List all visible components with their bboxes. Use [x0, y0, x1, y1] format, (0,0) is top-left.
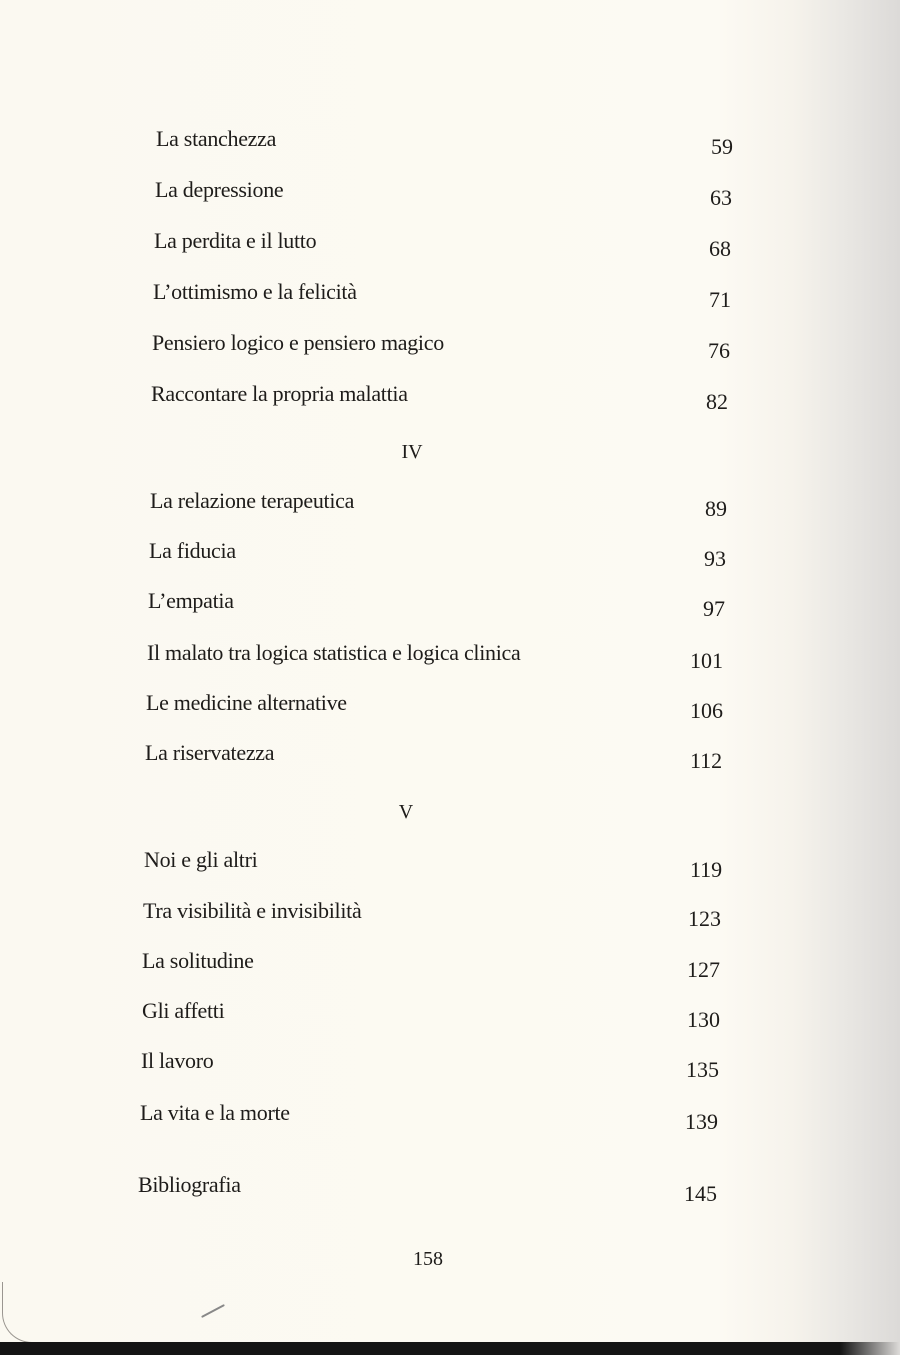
toc-entry-page: 139	[685, 1109, 718, 1134]
toc-entry-title: Pensiero logico e pensiero magico	[152, 330, 444, 355]
toc-entry	[142, 998, 727, 1038]
toc-entry-title: L’ottimismo e la felicità	[153, 279, 357, 304]
toc-entry-title: La solitudine	[142, 948, 254, 973]
toc-entry-page: 63	[710, 185, 732, 210]
toc-entry	[140, 1100, 725, 1140]
toc-entry-title: Le medicine alternative	[146, 690, 347, 715]
toc-entry	[141, 1048, 726, 1088]
toc-entry-page: 97	[703, 596, 725, 621]
toc-entry	[144, 847, 729, 887]
toc-entry-title: L’empatia	[148, 588, 234, 613]
toc-entry	[151, 381, 731, 421]
toc-entry	[152, 330, 732, 370]
toc-entry-bibliography	[138, 1172, 723, 1212]
toc-entry-title: La depressione	[155, 177, 284, 202]
toc-entry-page: 127	[687, 957, 720, 982]
toc-entry-title: Gli affetti	[142, 998, 225, 1023]
toc-entry	[146, 690, 731, 730]
toc-entry-page: 59	[711, 134, 733, 159]
toc-entry-title: La stanchezza	[156, 126, 277, 151]
toc-entry	[149, 538, 734, 578]
toc-entry	[154, 228, 734, 268]
toc-entry-page: 119	[690, 857, 723, 882]
scanner-edge	[0, 1342, 900, 1355]
page-curl-edge	[2, 1282, 43, 1343]
toc-entry-page: 145	[684, 1181, 717, 1206]
toc-entry-page: 135	[686, 1057, 719, 1082]
toc-entry-page: 106	[690, 698, 723, 723]
toc-entry-title: Tra visibilità e invisibilità	[143, 898, 362, 923]
toc-entry-page: 130	[687, 1007, 720, 1032]
toc-entry-page: 82	[706, 389, 728, 414]
toc-entry-page: 112	[690, 748, 723, 773]
toc-entry	[148, 588, 733, 628]
toc-entry	[142, 948, 727, 988]
section-heading-v: V	[398, 801, 414, 823]
toc-entry-page: 89	[705, 496, 727, 521]
toc-entry	[153, 279, 733, 319]
toc-entry-title: La riservatezza	[145, 740, 275, 765]
toc-entry	[156, 126, 736, 166]
toc-entry-title: La fiducia	[149, 538, 236, 563]
toc-entry	[145, 740, 730, 780]
page-number: 158	[413, 1248, 443, 1270]
toc-entry-page: 71	[709, 287, 731, 312]
toc-entry-page: 101	[690, 648, 723, 673]
toc-entry-title: La vita e la morte	[140, 1100, 290, 1125]
toc-entry-title: La perdita e il lutto	[154, 228, 317, 253]
section-heading-iv: IV	[401, 441, 423, 463]
toc-entry-page: 123	[688, 906, 721, 931]
toc-entry	[147, 640, 732, 680]
toc-entry-title: Il malato tra logica statistica e logica clinica	[147, 640, 521, 665]
toc-entry	[143, 898, 728, 938]
toc-entry-title: Noi e gli altri	[144, 847, 258, 872]
toc-entry-page: 93	[704, 546, 726, 571]
toc-entry	[155, 177, 735, 217]
toc-entry-title: Bibliografia	[138, 1172, 241, 1197]
toc-entry-title: Raccontare la propria malattia	[151, 381, 408, 406]
toc-entry-page: 76	[708, 338, 730, 363]
toc-entry-title: La relazione terapeutica	[150, 488, 355, 513]
pencil-mark	[201, 1304, 225, 1318]
toc-entry-title: Il lavoro	[141, 1048, 214, 1073]
toc-entry-page: 68	[709, 236, 731, 261]
toc-entry	[150, 488, 735, 528]
